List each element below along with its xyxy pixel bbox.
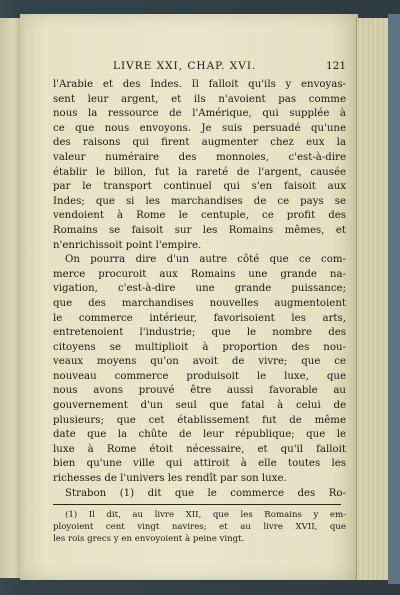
text-line: Indes; que si les marchandises de ce pays se: [53, 195, 346, 207]
text-line: Strabon (1) dit que le commerce des Ro-: [65, 487, 346, 499]
text-line: sent leur argent, et ils n'avoient pas comme: [53, 93, 346, 105]
text-line: Romains se faisoit sur les Romains mêmes, et: [53, 224, 346, 236]
text-line: valeur numéraire des monnoies, c'est-à-dire: [53, 151, 346, 163]
footnote-rule: [53, 504, 341, 505]
text-line: veaux moyens qu'on avoit de vivre; que ce: [53, 356, 346, 368]
page-content: [53, 60, 346, 545]
text-line: date que la chûte de leur république; que le: [53, 429, 346, 441]
text-line: nous avons prouvé être aussi favorable au: [53, 385, 346, 397]
text-line: n'enrichissoit point l'empire.: [53, 239, 202, 251]
text-line: merce procuroit aux Romains une grande na-: [53, 268, 346, 280]
text-line: On pourra dire d'un autre côté que ce com-: [65, 254, 346, 266]
footnote-line: les rois grecs y en envoyoient à peine vingt.: [53, 534, 245, 545]
text-line: le commerce intérieur, favorisoient les arts,: [53, 312, 346, 324]
page-number: 121: [325, 60, 346, 72]
text-line: richesses de l'univers les rendît par son luxe.: [53, 473, 287, 485]
text-line: vigation, c'est-à-dire une grande puissance;: [53, 283, 346, 295]
text-line: que des marchandises nouvelles augmentoient: [53, 297, 346, 309]
text-line: entretenoient l'industrie; que le nombre des: [53, 327, 346, 339]
page-fore-edge: [356, 18, 391, 580]
text-line: vendoient à Rome le centuple, ce profit des: [53, 210, 346, 222]
text-line: bien qu'une ville qui attiroit à elle toutes les: [53, 458, 346, 470]
running-head: LIVRE XXI, CHAP. XVI.: [113, 60, 257, 72]
text-line: nouveau commerce produisoit le luxe, que: [53, 370, 346, 382]
book-cover-edge: [388, 14, 400, 584]
footnote-line: (1) Il dit, au livre XII, que les Romains y em-: [65, 510, 346, 521]
text-line: gouvernement d'un seul que fatal à celui de: [53, 400, 346, 412]
footnote-line: ployoient cent vingt navires; et au livre XVII, que: [53, 522, 346, 533]
text-line: ce que nous envoyons. Je suis persuadé qu'une: [53, 122, 346, 134]
text-line: luxe à Rome étoit nécessaire, et qu'il falloit: [53, 443, 346, 455]
text-line: nous la ressource de l'Amérique, qui supplée à: [53, 108, 346, 120]
text-line: établir le billon, fut la rareté de l'argent, causée: [53, 166, 346, 178]
text-line: par le transport continuel qui s'en faisoit aux: [53, 181, 346, 193]
text-line: l'Arabie et des Indes. Il falloit qu'ils y envoyas-: [53, 79, 346, 90]
footnote: [53, 509, 346, 545]
page-header: [53, 60, 346, 76]
text-line: des raisons qui firent augmenter chez eux la: [53, 137, 346, 149]
text-line: citoyens se multiplioit à proportion des nou-: [53, 341, 346, 353]
body-text: [53, 78, 346, 501]
text-line: plusieurs; que cet établissement fut de même: [53, 414, 346, 426]
